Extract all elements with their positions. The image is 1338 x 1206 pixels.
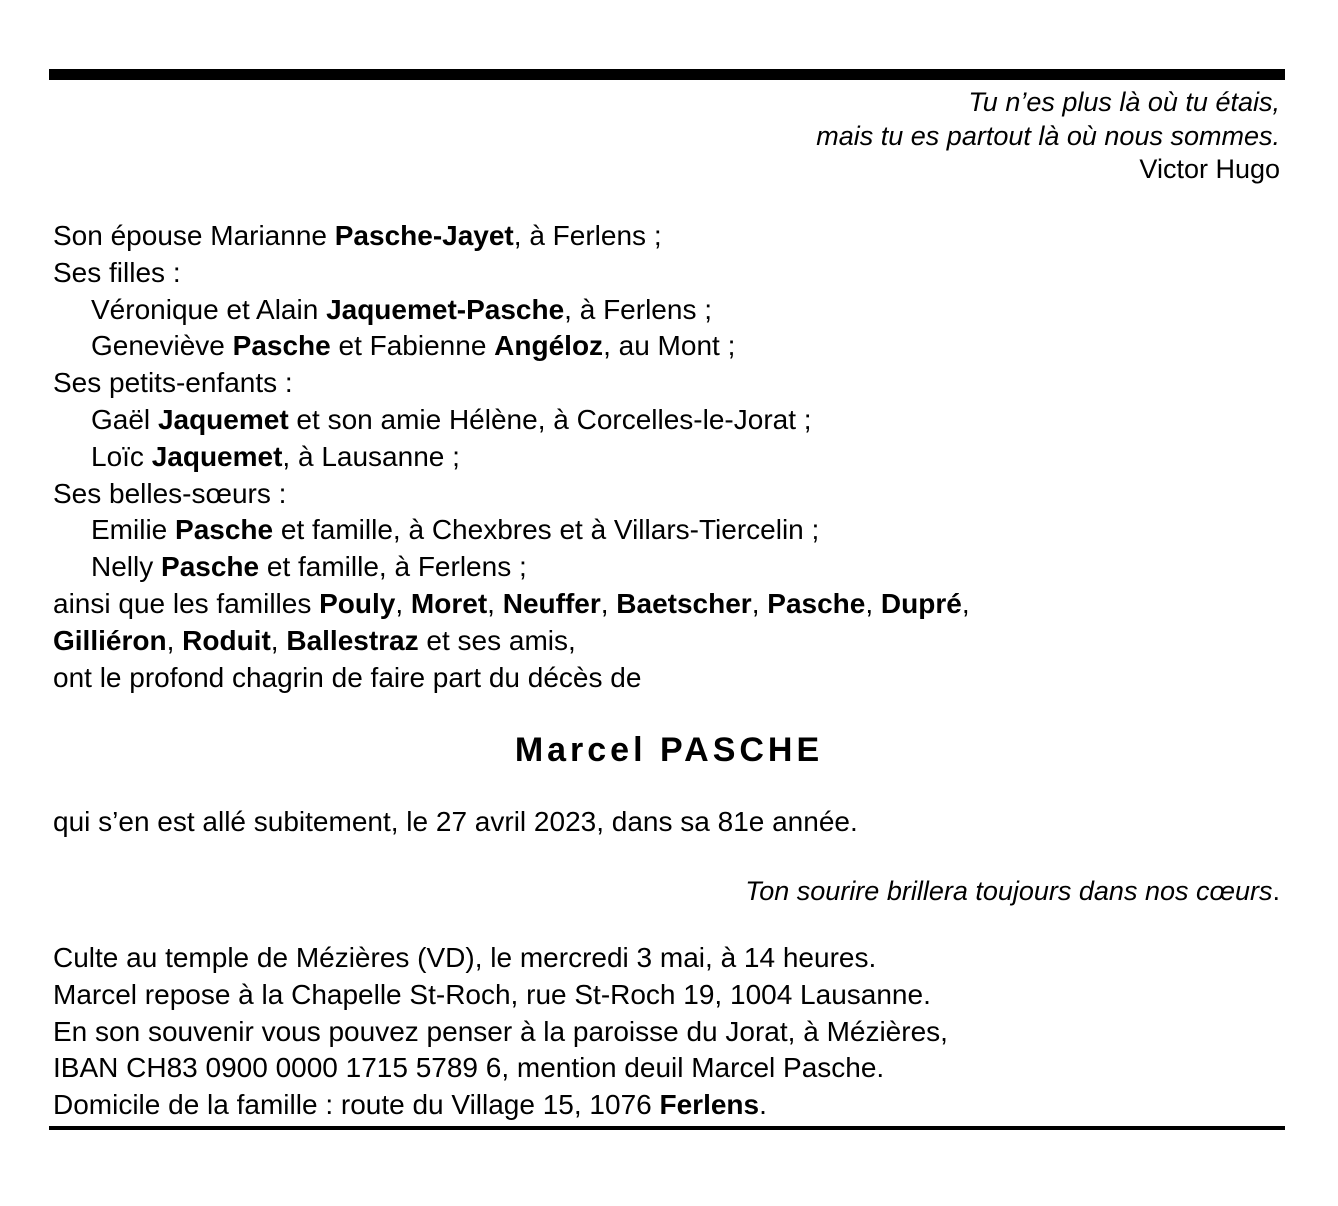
spouse-suffix: , à Ferlens ;: [513, 220, 662, 251]
family-name: Ballestraz: [286, 624, 419, 656]
spouse-prefix: Son épouse Marianne: [53, 220, 335, 251]
family-sep: ,: [270, 624, 287, 656]
daughter-2-prefix: Geneviève: [91, 330, 233, 362]
sister-in-law-1-suffix: et famille, à Chexbres et à Villars-Tiercelin ;: [273, 514, 820, 546]
daughter-1-prefix: Véronique et Alain: [91, 293, 327, 325]
daughter-line-1: [53, 292, 970, 329]
grandchild-2-name: Jaquemet: [151, 440, 283, 472]
sister-in-law-line-1: [53, 512, 970, 549]
sister-in-law-2-suffix: et famille, à Ferlens ;: [259, 551, 527, 583]
spouse-name: Pasche-Jayet: [334, 220, 514, 251]
quote-author: Victor Hugo: [1139, 154, 1280, 184]
iban-line: IBAN CH83 0900 0000 1715 5789 6, mention deuil Marcel Pasche.: [53, 1052, 885, 1084]
sister-in-law-2-prefix: Nelly: [91, 551, 162, 583]
sister-in-law-1-prefix: Emilie: [91, 514, 176, 546]
family-name: Pasche: [767, 587, 866, 619]
daughter-2-mid: et Fabienne: [330, 330, 495, 362]
grandchild-line-1: [53, 402, 970, 439]
daughter-2-partner-name: Angéloz: [494, 330, 604, 362]
family-name: Neuffer: [502, 587, 601, 619]
domicile-town: Ferlens: [659, 1089, 760, 1121]
family-sep: ,: [961, 587, 970, 619]
death-announcement: qui s’en est allé subitement, le 27 avril 2023, dans sa 81e année.: [53, 806, 858, 837]
rest-place-line: Marcel repose à la Chapelle St-Roch, rue St-Roch 19, 1004 Lausanne.: [53, 978, 931, 1010]
donation-line: En son souvenir vous pouvez penser à la paroisse du Jorat, à Mézières,: [53, 1015, 948, 1047]
grandchild-2-prefix: Loïc: [91, 440, 152, 472]
sister-in-law-line-2: [53, 549, 970, 586]
domicile-line: [53, 1087, 948, 1124]
grandchild-2-suffix: , à Lausanne ;: [282, 440, 460, 472]
family-list: [53, 218, 970, 696]
daughter-1-name: Jaquemet-Pasche: [326, 293, 565, 325]
family-sep: ,: [600, 587, 617, 619]
families-prefix: ainsi que les familles: [53, 587, 320, 619]
daughter-2-suffix: , au Mont ;: [603, 330, 736, 362]
grandchild-1-name: Jaquemet: [157, 403, 289, 435]
family-name: Dupré: [880, 587, 962, 619]
sister-in-law-2-name: Pasche: [161, 551, 260, 583]
family-name: Pouly: [319, 587, 396, 619]
epitaph: [745, 874, 1280, 908]
epigraph-quote: [816, 86, 1280, 187]
grandchild-1-suffix: et son amie Hélène, à Corcelles-le-Jorat ;: [288, 403, 812, 435]
family-sep: ,: [865, 587, 881, 619]
sisters-in-law-heading: Ses belles-sœurs :: [53, 477, 287, 509]
family-sep: ,: [395, 587, 411, 619]
families-suffix: et ses amis,: [418, 624, 576, 656]
daughter-1-suffix: , à Ferlens ;: [564, 293, 713, 325]
daughters-heading: Ses filles :: [53, 256, 181, 288]
family-sep: ,: [751, 587, 768, 619]
deceased-name: Marcel PASCHE: [514, 731, 824, 769]
epitaph-text: Ton sourire brillera toujours dans nos cœurs: [745, 876, 1273, 906]
family-name: Gilliéron: [53, 624, 167, 656]
domicile-suffix: .: [759, 1089, 767, 1121]
family-sep: ,: [166, 624, 183, 656]
quote-line-2: mais tu es partout là où nous sommes.: [816, 120, 1280, 151]
spouse-line: [53, 218, 970, 255]
domicile-prefix: Domicile de la famille : route du Village 15, 1076: [53, 1089, 660, 1121]
top-rule: [49, 69, 1285, 80]
grandchild-line-2: [53, 439, 970, 476]
closing-line: ont le profond chagrin de faire part du décès de: [53, 661, 642, 693]
sister-in-law-1-name: Pasche: [175, 514, 274, 546]
families-line-1: [53, 586, 970, 623]
family-sep: ,: [487, 587, 503, 619]
families-line-2: [53, 623, 970, 660]
daughter-line-2: [53, 328, 970, 365]
epitaph-period: .: [1272, 876, 1280, 906]
grandchild-1-prefix: Gaël: [91, 403, 158, 435]
bottom-rule: [49, 1126, 1285, 1130]
quote-line-1: Tu n’es plus là où tu étais,: [968, 87, 1280, 117]
daughter-2-name: Pasche: [232, 330, 331, 362]
family-name: Roduit: [182, 624, 271, 656]
family-name: Baetscher: [616, 587, 752, 619]
grandchildren-heading: Ses petits-enfants :: [53, 367, 293, 399]
family-name: Moret: [410, 587, 488, 619]
service-line: Culte au temple de Mézières (VD), le mercredi 3 mai, à 14 heures.: [53, 942, 877, 973]
service-info: [53, 940, 948, 1124]
